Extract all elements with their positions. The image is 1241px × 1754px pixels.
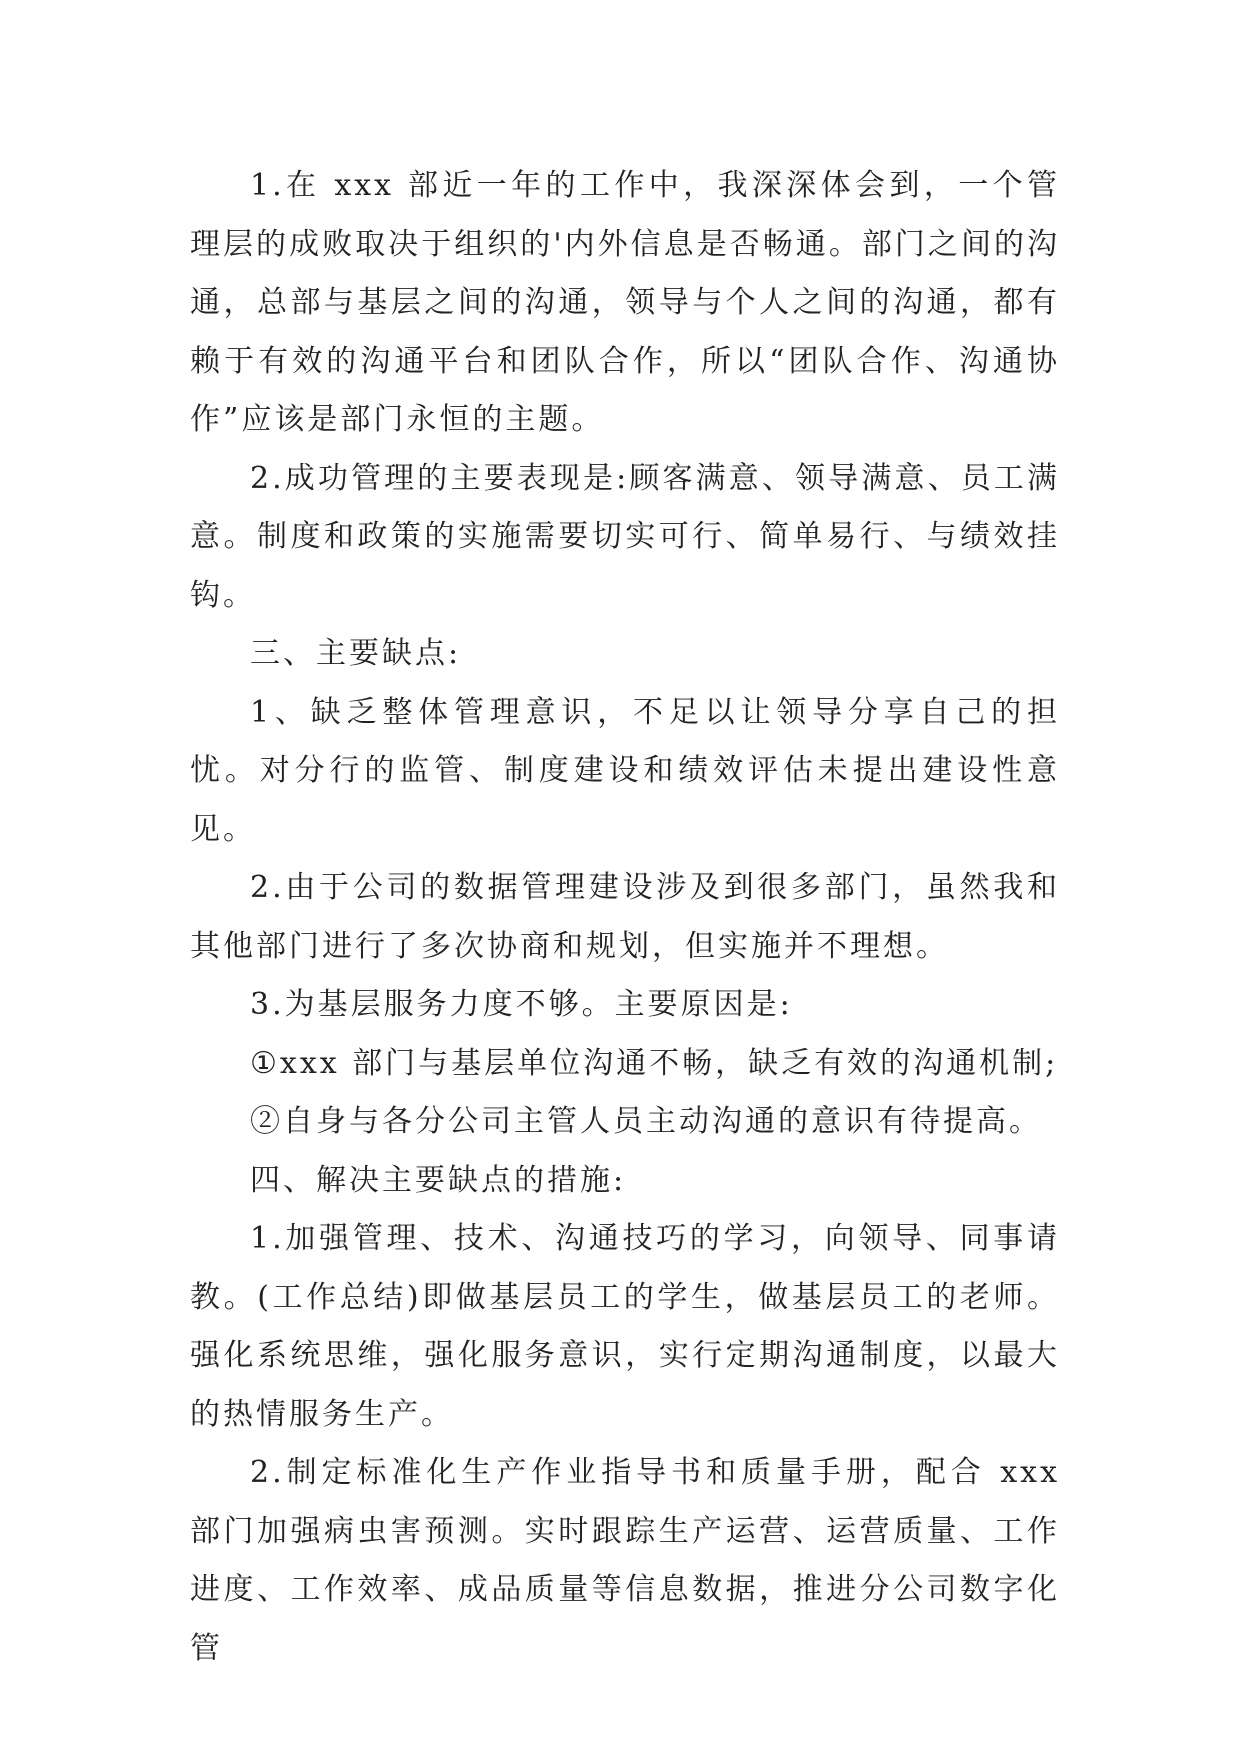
paragraph-1: 1.在 xxx 部近一年的工作中，我深深体会到，一个管理层的成败取决于组织的'内外信息是否畅通。部门之间的沟通，总部与基层之间的沟通，领导与个人之间的沟通，都有赖于有效的沟通平台和团队合作，所以“团队合作、沟通协作”应该是部门永恒的主题。 <box>190 168 1060 437</box>
paragraph-4: 1、缺乏整体管理意识，不足以让领导分享自己的担忧。对分行的监管、制度建设和绩效评估未提出建设性意见。 <box>190 694 1060 847</box>
paragraph-6: 3.为基层服务力度不够。主要原因是: <box>250 987 793 1022</box>
paragraph-10: 1.加强管理、技术、沟通技巧的学习，向领导、同事请教。(工作总结)即做基层员工的学生，做基层员工的老师。强化系统思维，强化服务意识，实行定期沟通制度，以最大的热情服务生产。 <box>190 1221 1060 1432</box>
list-item-circled-1: ①xxx 部门与基层单位沟通不畅，缺乏有效的沟通机制; <box>250 1045 1059 1081</box>
section-heading-4: 四、解决主要缺点的措施: <box>250 1162 627 1198</box>
list-item-circled-2: ②自身与各分公司主管人员主动沟通的意识有待提高。 <box>250 1104 1042 1139</box>
paragraph-2: 2.成功管理的主要表现是:顾客满意、领导满意、员工满意。制度和政策的实施需要切实可行、简单易行、与绩效挂钩。 <box>190 460 1060 613</box>
document-body <box>190 157 1060 1678</box>
paragraph-5: 2.由于公司的数据管理建设涉及到很多部门，虽然我和其他部门进行了多次协商和规划，但实施并不理想。 <box>190 870 1060 964</box>
section-heading-3: 三、主要缺点: <box>250 636 462 671</box>
paragraph-11: 2.制定标准化生产作业指导书和质量手册，配合 xxx 部门加强病虫害预测。实时跟踪生产运营、运营质量、工作进度、工作效率、成品质量等信息数据，推进分公司数字化管 <box>190 1455 1060 1666</box>
